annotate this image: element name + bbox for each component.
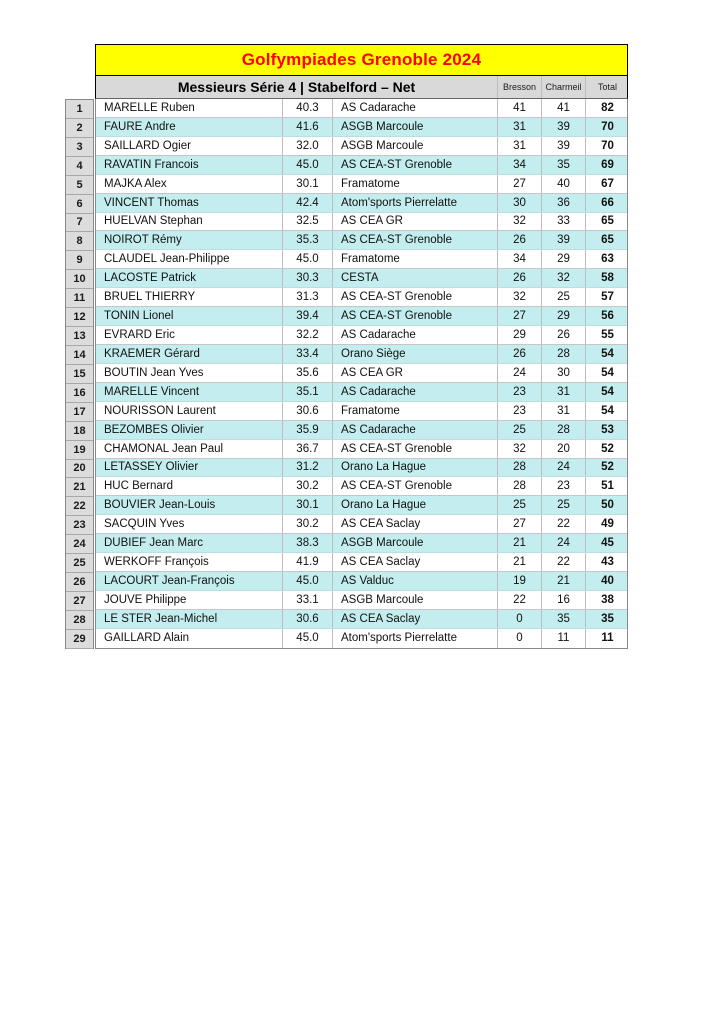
- table-row: [96, 591, 627, 610]
- charmeil-score: 30: [542, 364, 586, 382]
- bresson-score: 23: [498, 383, 542, 401]
- bresson-score: 21: [498, 553, 542, 571]
- charmeil-score: 39: [542, 137, 586, 155]
- charmeil-score: 31: [542, 402, 586, 420]
- bresson-score: 31: [498, 118, 542, 136]
- rank-number: 16: [66, 384, 93, 403]
- rank-number: 15: [66, 365, 93, 384]
- bresson-score: 0: [498, 629, 542, 648]
- rank-number: 11: [66, 289, 93, 308]
- handicap-value: 38.3: [283, 534, 333, 552]
- charmeil-score: 25: [542, 288, 586, 306]
- club-name: Atom'sports Pierrelatte: [333, 629, 498, 648]
- total-score: 50: [601, 499, 614, 512]
- bresson-score: 34: [498, 250, 542, 268]
- total-score: 52: [601, 461, 614, 474]
- total-score: 66: [601, 196, 614, 209]
- player-name: SACQUIN Yves: [96, 515, 283, 533]
- total-score: 70: [601, 120, 614, 133]
- rank-number: 20: [66, 460, 93, 479]
- total-score: 45: [601, 537, 614, 550]
- table-row: [96, 534, 627, 553]
- charmeil-score: 24: [542, 459, 586, 477]
- player-name: GAILLARD Alain: [96, 629, 283, 648]
- table-row: [96, 477, 627, 496]
- total-score: 67: [601, 177, 614, 190]
- column-header-bresson: Bresson: [498, 76, 542, 98]
- total-score: 55: [601, 329, 614, 342]
- table-row: [96, 421, 627, 440]
- rank-number: 23: [66, 516, 93, 535]
- bresson-score: 34: [498, 156, 542, 174]
- rank-number: 17: [66, 403, 93, 422]
- table-row: [96, 572, 627, 591]
- bresson-score: 25: [498, 496, 542, 514]
- rank-number: 10: [66, 270, 93, 289]
- total-score: 54: [601, 404, 614, 417]
- table-row: [96, 629, 627, 648]
- charmeil-score: 29: [542, 307, 586, 325]
- handicap-value: 41.6: [283, 118, 333, 136]
- club-name: Framatome: [333, 250, 498, 268]
- table-row: [96, 118, 627, 137]
- charmeil-score: 31: [542, 383, 586, 401]
- club-name: AS Cadarache: [333, 383, 498, 401]
- total-score: 43: [601, 556, 614, 569]
- table-row: [96, 496, 627, 515]
- club-name: AS Valduc: [333, 572, 498, 590]
- handicap-value: 42.4: [283, 194, 333, 212]
- rank-number: 3: [66, 138, 93, 157]
- total-score: 63: [601, 253, 614, 266]
- table-row: [96, 194, 627, 213]
- table-row: [96, 459, 627, 478]
- handicap-value: 39.4: [283, 307, 333, 325]
- total-score: 82: [601, 101, 614, 114]
- bresson-score: 32: [498, 288, 542, 306]
- table-row: [96, 250, 627, 269]
- handicap-value: 30.2: [283, 515, 333, 533]
- rank-number: 14: [66, 346, 93, 365]
- handicap-value: 45.0: [283, 572, 333, 590]
- club-name: AS Cadarache: [333, 421, 498, 439]
- club-name: AS CEA Saclay: [333, 515, 498, 533]
- rank-number: 24: [66, 535, 93, 554]
- table-header-row: [95, 76, 628, 99]
- series-subtitle: Messieurs Série 4 | Stabelford – Net: [96, 76, 498, 98]
- bresson-score: 0: [498, 610, 542, 628]
- rank-number: 29: [66, 630, 93, 649]
- handicap-value: 30.1: [283, 496, 333, 514]
- rank-number: 5: [66, 176, 93, 195]
- club-name: ASGB Marcoule: [333, 591, 498, 609]
- table-row: [96, 213, 627, 232]
- club-name: Atom'sports Pierrelatte: [333, 194, 498, 212]
- charmeil-score: 23: [542, 477, 586, 495]
- rank-number: 28: [66, 611, 93, 630]
- player-name: NOIROT Rémy: [96, 231, 283, 249]
- player-name: BOUVIER Jean-Louis: [96, 496, 283, 514]
- table-row: [96, 515, 627, 534]
- total-score: 54: [601, 385, 614, 398]
- handicap-value: 31.3: [283, 288, 333, 306]
- club-name: AS CEA GR: [333, 213, 498, 231]
- charmeil-score: 41: [542, 99, 586, 117]
- total-score: 56: [601, 310, 614, 323]
- player-name: LACOSTE Patrick: [96, 269, 283, 287]
- bresson-score: 26: [498, 345, 542, 363]
- club-name: ASGB Marcoule: [333, 137, 498, 155]
- table-row: [96, 307, 627, 326]
- table-row: [96, 326, 627, 345]
- handicap-value: 35.9: [283, 421, 333, 439]
- charmeil-score: 26: [542, 326, 586, 344]
- handicap-value: 40.3: [283, 99, 333, 117]
- total-score: 35: [601, 612, 614, 625]
- total-score: 40: [601, 575, 614, 587]
- total-score: 58: [601, 272, 614, 285]
- rank-number: 19: [66, 441, 93, 460]
- player-name: LE STER Jean-Michel: [96, 610, 283, 628]
- bresson-score: 29: [498, 326, 542, 344]
- bresson-score: 24: [498, 364, 542, 382]
- player-name: TONIN Lionel: [96, 307, 283, 325]
- results-table: [95, 44, 628, 649]
- charmeil-score: 28: [542, 345, 586, 363]
- rank-number: 26: [66, 573, 93, 592]
- table-row: [96, 364, 627, 383]
- player-name: EVRARD Eric: [96, 326, 283, 344]
- bresson-score: 32: [498, 213, 542, 231]
- player-name: MARELLE Ruben: [96, 99, 283, 117]
- bresson-score: 23: [498, 402, 542, 420]
- bresson-score: 21: [498, 534, 542, 552]
- table-row: [96, 269, 627, 288]
- club-name: AS CEA Saclay: [333, 553, 498, 571]
- rank-number: 2: [66, 119, 93, 138]
- table-row: [96, 383, 627, 402]
- club-name: Orano La Hague: [333, 496, 498, 514]
- club-name: AS CEA-ST Grenoble: [333, 288, 498, 306]
- total-score: 70: [601, 139, 614, 152]
- club-name: AS Cadarache: [333, 326, 498, 344]
- total-score: 69: [601, 158, 614, 171]
- handicap-value: 32.2: [283, 326, 333, 344]
- handicap-value: 35.1: [283, 383, 333, 401]
- charmeil-score: 11: [542, 629, 586, 648]
- handicap-value: 35.6: [283, 364, 333, 382]
- player-name: VINCENT Thomas: [96, 194, 283, 212]
- total-score: 65: [601, 215, 614, 228]
- player-name: LETASSEY Olivier: [96, 459, 283, 477]
- total-score: 51: [601, 480, 614, 493]
- table-row: [96, 231, 627, 250]
- player-name: NOURISSON Laurent: [96, 402, 283, 420]
- total-score: 53: [601, 423, 614, 436]
- player-name: FAURE Andre: [96, 118, 283, 136]
- bresson-score: 19: [498, 572, 542, 590]
- charmeil-score: 24: [542, 534, 586, 552]
- player-name: BRUEL THIERRY: [96, 288, 283, 306]
- handicap-value: 32.0: [283, 137, 333, 155]
- player-name: RAVATIN Francois: [96, 156, 283, 174]
- total-score: 57: [601, 291, 614, 304]
- rank-number: 8: [66, 232, 93, 251]
- charmeil-score: 22: [542, 515, 586, 533]
- player-name: SAILLARD Ogier: [96, 137, 283, 155]
- rank-number: 21: [66, 478, 93, 497]
- rank-number: 6: [66, 195, 93, 214]
- handicap-value: 33.1: [283, 591, 333, 609]
- charmeil-score: 36: [542, 194, 586, 212]
- handicap-value: 45.0: [283, 156, 333, 174]
- player-name: BOUTIN Jean Yves: [96, 364, 283, 382]
- club-name: AS CEA-ST Grenoble: [333, 156, 498, 174]
- bresson-score: 32: [498, 440, 542, 458]
- player-name: MAJKA Alex: [96, 175, 283, 193]
- bresson-score: 26: [498, 231, 542, 249]
- charmeil-score: 35: [542, 156, 586, 174]
- club-name: AS Cadarache: [333, 99, 498, 117]
- club-name: Orano Siège: [333, 345, 498, 363]
- charmeil-score: 22: [542, 553, 586, 571]
- handicap-value: 31.2: [283, 459, 333, 477]
- bresson-score: 28: [498, 477, 542, 495]
- player-name: HUC Bernard: [96, 477, 283, 495]
- player-name: CLAUDEL Jean-Philippe: [96, 250, 283, 268]
- charmeil-score: 16: [542, 591, 586, 609]
- club-name: AS CEA-ST Grenoble: [333, 307, 498, 325]
- rank-number: 27: [66, 592, 93, 611]
- table-row: [96, 345, 627, 364]
- bresson-score: 28: [498, 459, 542, 477]
- total-score: 65: [601, 234, 614, 247]
- total-score: 49: [601, 518, 614, 531]
- rank-number: 4: [66, 157, 93, 176]
- rank-number: 12: [66, 308, 93, 327]
- bresson-score: 31: [498, 137, 542, 155]
- charmeil-score: 32: [542, 269, 586, 287]
- player-name: HUELVAN Stephan: [96, 213, 283, 231]
- table-row: [96, 156, 627, 175]
- charmeil-score: 33: [542, 213, 586, 231]
- total-score: 52: [601, 442, 614, 455]
- charmeil-score: 20: [542, 440, 586, 458]
- player-name: WERKOFF François: [96, 553, 283, 571]
- handicap-value: 35.3: [283, 231, 333, 249]
- club-name: AS CEA-ST Grenoble: [333, 440, 498, 458]
- bresson-score: 26: [498, 269, 542, 287]
- club-name: ASGB Marcoule: [333, 534, 498, 552]
- table-row: [96, 288, 627, 307]
- bresson-score: 27: [498, 515, 542, 533]
- total-score: 54: [601, 366, 614, 379]
- column-header-total: Total: [597, 82, 617, 92]
- table-row: [96, 610, 627, 629]
- charmeil-score: 40: [542, 175, 586, 193]
- charmeil-score: 39: [542, 118, 586, 136]
- club-name: AS CEA Saclay: [333, 610, 498, 628]
- total-score: 38: [601, 593, 614, 606]
- player-name: CHAMONAL Jean Paul: [96, 440, 283, 458]
- table-row: [96, 440, 627, 459]
- charmeil-score: 35: [542, 610, 586, 628]
- rank-number: 22: [66, 497, 93, 516]
- club-name: AS CEA-ST Grenoble: [333, 231, 498, 249]
- bresson-score: 27: [498, 175, 542, 193]
- charmeil-score: 25: [542, 496, 586, 514]
- charmeil-score: 39: [542, 231, 586, 249]
- club-name: Orano La Hague: [333, 459, 498, 477]
- rank-number: 25: [66, 554, 93, 573]
- handicap-value: 45.0: [283, 250, 333, 268]
- player-name: LACOURT Jean-François: [96, 572, 283, 590]
- club-name: CESTA: [333, 269, 498, 287]
- club-name: AS CEA-ST Grenoble: [333, 477, 498, 495]
- club-name: AS CEA GR: [333, 364, 498, 382]
- handicap-value: 33.4: [283, 345, 333, 363]
- table-row: [96, 99, 627, 118]
- bresson-score: 41: [498, 99, 542, 117]
- handicap-value: 45.0: [283, 629, 333, 648]
- table-body: [95, 99, 628, 649]
- handicap-value: 30.3: [283, 269, 333, 287]
- bresson-score: 22: [498, 591, 542, 609]
- player-name: JOUVE Philippe: [96, 591, 283, 609]
- charmeil-score: 21: [542, 572, 586, 590]
- table-row: [96, 553, 627, 572]
- handicap-value: 41.9: [283, 553, 333, 571]
- rank-number: 18: [66, 422, 93, 441]
- rank-number: 7: [66, 214, 93, 233]
- handicap-value: 30.1: [283, 175, 333, 193]
- table-row: [96, 137, 627, 156]
- handicap-value: 36.7: [283, 440, 333, 458]
- bresson-score: 25: [498, 421, 542, 439]
- bresson-score: 27: [498, 307, 542, 325]
- rank-column: [65, 99, 94, 649]
- handicap-value: 32.5: [283, 213, 333, 231]
- column-header-charmeil: Charmeil: [542, 76, 586, 98]
- player-name: BEZOMBES Olivier: [96, 421, 283, 439]
- handicap-value: 30.6: [283, 402, 333, 420]
- player-name: MARELLE Vincent: [96, 383, 283, 401]
- charmeil-score: 28: [542, 421, 586, 439]
- table-row: [96, 402, 627, 421]
- rank-number: 1: [66, 100, 93, 119]
- total-score: 11: [601, 632, 614, 645]
- handicap-value: 30.2: [283, 477, 333, 495]
- tournament-title: Golfympiades Grenoble 2024: [95, 44, 628, 76]
- club-name: Framatome: [333, 402, 498, 420]
- bresson-score: 30: [498, 194, 542, 212]
- charmeil-score: 29: [542, 250, 586, 268]
- rank-number: 13: [66, 327, 93, 346]
- player-name: KRAEMER Gérard: [96, 345, 283, 363]
- club-name: ASGB Marcoule: [333, 118, 498, 136]
- handicap-value: 30.6: [283, 610, 333, 628]
- table-row: [96, 175, 627, 194]
- rank-number: 9: [66, 251, 93, 270]
- club-name: Framatome: [333, 175, 498, 193]
- player-name: DUBIEF Jean Marc: [96, 534, 283, 552]
- total-score: 54: [601, 347, 614, 360]
